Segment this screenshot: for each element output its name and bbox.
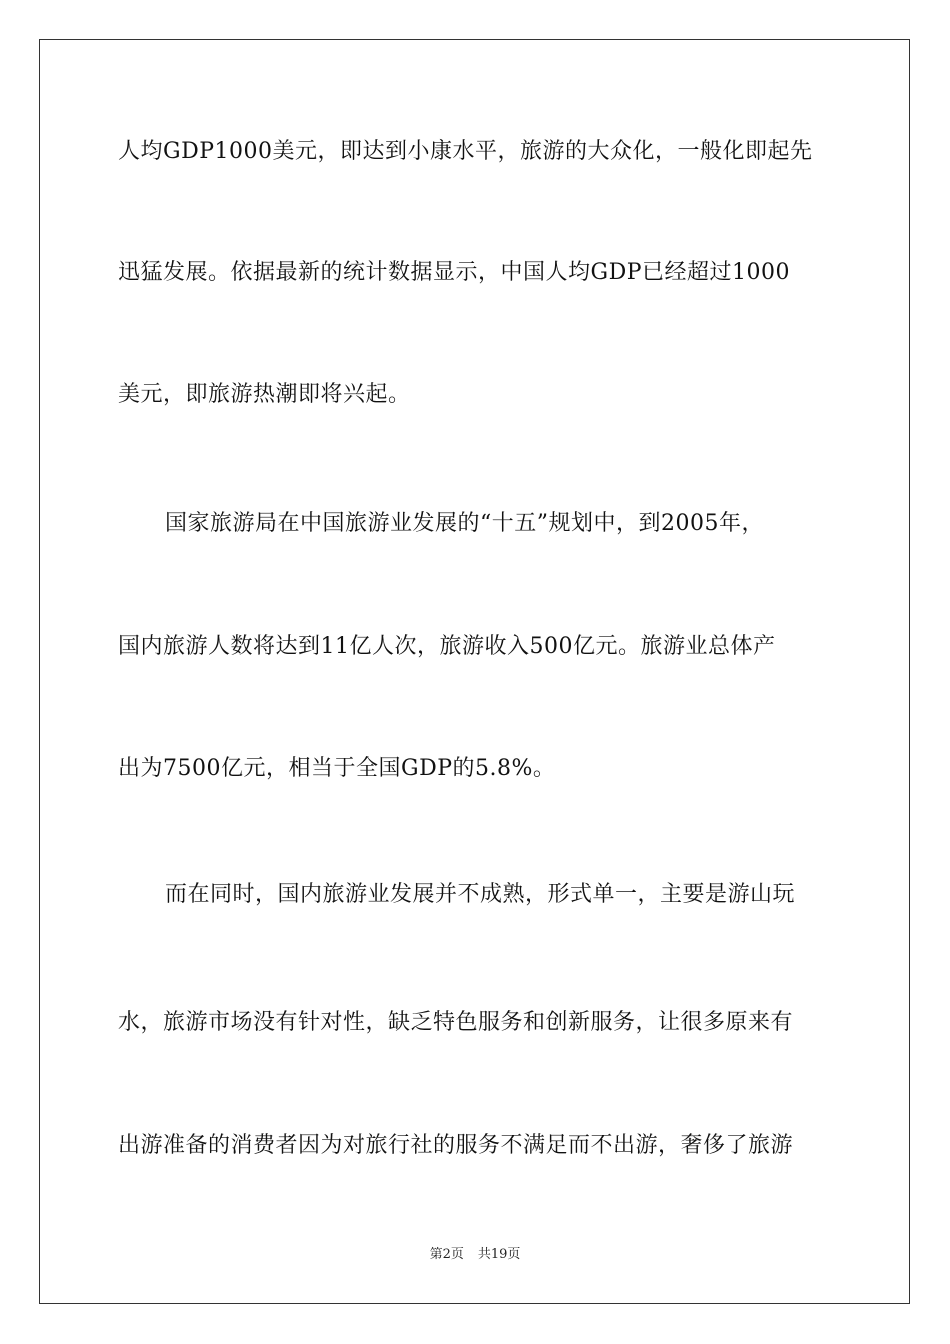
page-number: 第2页 xyxy=(429,1247,464,1262)
text-line-2: 迅猛发展。依据最新的统计数据显示，中国人均GDP已经超过1000 xyxy=(118,260,791,285)
text-line-8: 水，旅游市场没有针对性，缺乏特色服务和创新服务，让很多原来有 xyxy=(118,1010,794,1035)
paragraph-3-first-line: 而在同时，国内旅游业发展并不成熟，形式单一，主要是游山玩 xyxy=(165,882,796,907)
page-footer xyxy=(0,1246,950,1264)
text-line-5: 国内旅游人数将达到11亿人次，旅游收入500亿元。旅游业总体产 xyxy=(118,634,776,659)
text-line-3: 美元，即旅游热潮即将兴起。 xyxy=(118,382,411,407)
text-line-9: 出游准备的消费者因为对旅行社的服务不满足而不出游，奢侈了旅游 xyxy=(118,1133,794,1158)
page-border xyxy=(39,39,910,1304)
text-line-1: 人均GDP1000美元，即达到小康水平，旅游的大众化，一般化即起先 xyxy=(118,139,813,164)
paragraph-2-first-line: 国家旅游局在中国旅游业发展的“十五”规划中，到2005年， xyxy=(165,511,764,536)
text-line-6: 出为7500亿元，相当于全国GDP的5.8%。 xyxy=(118,756,556,781)
page-total: 共19页 xyxy=(477,1247,521,1262)
